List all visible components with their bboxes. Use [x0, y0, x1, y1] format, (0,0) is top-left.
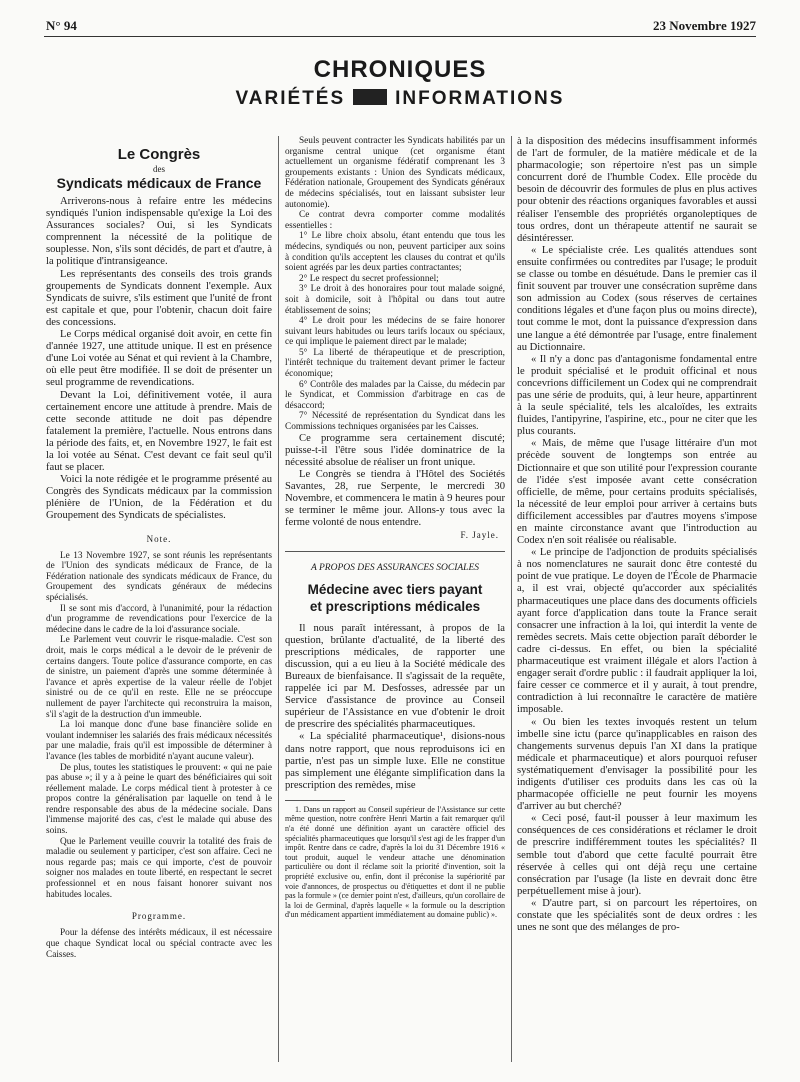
article-title: Le Congrès — [117, 146, 201, 163]
paragraph: « Le principe de l'adjonction de produits spécialisés à nos nomenclatures ne saurait donc être contesté du point de vue pratique. Le doyen de l'École de Pharmacie a, il est vrai, objecté qu'accorder aux spécialités pharmaceutiques une place dans des documents officiels ayant force d'application dans toute la France serait consacrer une infraction à la loi, qui interdit la vente de remèdes secrets. Mais cette objection paraît déborder le cadre ci-dessus. En effet, ou bien la spécialité pharmaceutique est vraiment illégale et alors l'action à engager serait d'ordre public : il faudrait appliquer la loi, faire cesser ce commerce et il y aurait, à tout prendre, contradiction à lui reconnaître le caractère de matière imposable. — [517, 547, 757, 716]
list-item: 5° La liberté de thérapeutique et de prescription, l'intérêt technique du traitement devant primer le facteur économique; — [285, 347, 505, 380]
paragraph: Voici la note rédigée et le programme présenté au Congrès des Syndicats médicaux par la commission plénière de l'Union, de la Fédération et du Groupement des Syndicats de spécialistes. — [46, 474, 272, 522]
paragraph: à la disposition des médecins insuffisamment informés de l'art de formuler, de la matière médicale et de la pharmacologie; son répertoire n'est pas un simple concurrent doré de l'humble Codex. Elle procède du besoin de découvrir des formules de plus en plus actives pour obtenir des réactions organiques favorables et aussi réaliser l'ensemble des propriétés organoleptiques de tous ordres, dont un thérapeute attentif ne saurait se désintéresser. — [517, 136, 757, 244]
paragraph: Le Parlement veut couvrir le risque-maladie. C'est son droit, mais le corps médical a le devoir de le prévenir de certains dangers. Toute police d'assurance comporte, en cas de sinistre, un paiement d'après une somme déterminée à l'avance et après expertise de la valeur réelle de l'objet sinistré ou de ce qu'il en reste. Elle ne se préoccupe nullement de payer l'architecte qui reconstruira la maison, s'il s'agit de la destruction d'un immeuble. — [46, 635, 272, 720]
list-item: 1° Le libre choix absolu, étant entendu que tous les médecins, syndiqués ou non, peuvent participer aux soins à condition qu'ils acceptent les clauses du contrat et qu'ils soient agréés par les deux parties contractantes; — [285, 231, 505, 274]
masthead-varietes: VARIÉTÉS — [235, 88, 346, 109]
list-item: 6° Contrôle des malades par la Caisse, du médecin par le Syndicat, et Commission d'arbitrage en cas de désaccord; — [285, 379, 505, 411]
list-item: 7° Nécessité de représentation du Syndicat dans les Commissions techniques organisées par les Caisses. — [285, 411, 505, 433]
column-divider — [511, 136, 512, 1062]
article-title-connector: des — [153, 164, 165, 174]
paragraph: « Le spécialiste crée. Les qualités attendues sont ensuite confirmées ou contredites par l'usage; le produit se classe ou tombe en désuétude. Dans le premier cas il finit souvent par trouver une consécration suprême dans son admission au Codex (sous réserves de certaines conditions légales et d'une façon plus ou moins directe), tout comme le mot, dont la puissance d'expression dans une langue a été démontrée par l'usage, entre finalement au Dictionnaire. — [517, 244, 757, 353]
paragraph: Devant la Loi, définitivement votée, il aura certainement encore une attitude à prendre. Mais de cette seconde attitude ne doit pas dépendre fatalement la première, l'actuelle. Nous entrons dans la période des faits, et, en Novembre 1927, le fait est la loi votée au Sénat. C'est devant ce fait seul qu'il faut se placer. — [46, 389, 272, 474]
issue-date: 23 Novembre 1927 — [652, 18, 756, 33]
paragraph: « Mais, de même que l'usage littéraire d'un mot précède souvent de longtemps son entrée au Dictionnaire et que son utilité pour l'expression courante de l'idée s'est imposée avant cette consécration officielle, de même, pour certains produits spécialisés, la nécessité de leur emploi pour arriver à certains buts difficilement accessibles par d'autres moyens s'impose en mainte circonstance avant que l'introduction au Codex n'en soit réalisée ou réalisable. — [517, 438, 757, 547]
article-title-line2: et prescriptions médicales — [309, 598, 481, 614]
list-item: 2° Le respect du secret professionnel; — [299, 273, 439, 284]
paragraph: « Ou bien les textes invoqués restent un telum imbelle sine ictu (parce qu'inapplicables en raison des changements survenus depuis l'an XI dans la pratique médicale et pharmaceutique) et alors pourquoi refuser systématiquement d'envisager la possibilité pour les indigents d'utiliser ces produits dans les cas où la pharmacopée officielle ne peut fournir les moyens d'arriver au but cherché? — [517, 716, 757, 813]
footnote-rule — [285, 800, 345, 801]
masthead-informations: INFORMATIONS — [395, 88, 565, 109]
article-title-line2: Syndicats médicaux de France — [56, 175, 262, 191]
paragraph: Il se sont mis d'accord, à l'unanimité, pour la rédaction d'un programme de revendications pour l'exercice de la médecine dans le cadre de la loi d'assurance sociale. — [46, 603, 272, 635]
signature: F. Jayle. — [460, 530, 499, 541]
paragraph: Le Congrès se tiendra à l'Hôtel des Sociétés Savantes, 28, rue Serpente, le mercredi 30 Novembre, et commencera le matin à 9 heures pour se terminer le même jour. Allons-y tous avec la ferme volonté de nous entendre. — [285, 468, 505, 529]
paragraph: Ce programme sera certainement discuté; puisse-t-il l'être sous l'idée dominatrice de la nécessité absolue de réaliser un front unique. — [285, 432, 505, 468]
article-title-line1: Médecine avec tiers payant — [307, 581, 483, 597]
list-item: 4° Le droit pour les médecins de se faire honorer suivant leurs habitudes ou leurs tarifs locaux ou spéciaux, ce qui implique le paiement direct par le malade; — [285, 316, 505, 348]
column-1 — [46, 136, 272, 960]
column-2 — [285, 136, 505, 920]
paragraph: Il nous paraît intéressant, à propos de la question, brûlante d'actualité, de la liberté des prescriptions médicales, de rapporter une discussion, qui a eu lieu à la Société médicale des Bureaux de bienfaisance. Il s'agissait de la requête, rappelée ici par M. Desfosses, adressée par un Service d'assistance de province au Conseil supérieur de l'Assistance en vue d'obtenir le droit de prescrire des spécialités pharmaceutiques. — [285, 622, 505, 731]
paragraph: Le 13 Novembre 1927, se sont réunis les représentants de l'Union des syndicats médicaux de France, de la Fédération nationale des syndicats médicaux de France, du Groupement des syndicats généraux de médecins spécialisés. — [46, 550, 272, 603]
paragraph: « D'autre part, si on parcourt les répertoires, on constate que les spécialités sont de deux ordres : les unes ne sont que des mélanges de pro- — [517, 897, 757, 934]
paragraph: « La spécialité pharmaceutique¹, disions-nous dans notre rapport, que nous reproduisons ici en partie, n'est pas un simple luxe. Elle ne constitue pas simplement une élégante simplification dans la prescription des remèdes, mise — [285, 731, 505, 791]
column-3 — [517, 136, 757, 934]
masthead-row — [0, 88, 800, 110]
paragraph: De plus, toutes les statistiques le prouvent: « qui ne paie pas abuse »; il y a à peine le quart des bénéficiaires qui soit réellement malade. Le corps médical tient à protester à ce propos contre la généralisation par laquelle on tend à le rendre responsable des abus de la médecine sociale. Dans l'immense majorité des cas, c'est le malade qui abuse des soins. — [46, 762, 272, 837]
programme-heading: Programme. — [131, 911, 187, 922]
paragraph: Arriverons-nous à refaire entre les médecins syndiqués l'union indispensable qu'exige la Loi des Assurances sociales? Oui, si les Syndicats comprennent la nécessité de la politique de souplesse. Non, s'ils sont décidés, de part et d'autre, à la politique d'intransigeance. — [46, 196, 272, 268]
issue-number: N° 94 — [46, 18, 77, 33]
masthead-chroniques: CHRONIQUES — [313, 56, 487, 83]
paragraph: Ce contrat devra comporter comme modalités essentielles : — [285, 210, 505, 231]
paragraph: Le Corps médical organisé doit avoir, en cette fin d'année 1927, une attitude unique. Il est en présence d'une Loi votée au Sénat et qui revient à la Chambre, où elle peut être modifiée. Il se doit de présenter un seul programme de revendications. — [46, 329, 272, 389]
note-heading: Note. — [146, 533, 172, 544]
section-rule — [285, 551, 505, 552]
paragraph: « Il n'y a donc pas d'antagonisme fondamental entre le produit spécialisé et le produit officinal et nous concevrions difficilement un Codex qui ne comprendrait pas une série de produits, qui, à leur heure, appartinrent à la seule spécialité, tels les alcaloïdes, les extraits fluides, l'antipyrine, l'aspirine, etc., pour ne citer que les plus courants. — [517, 353, 757, 438]
paragraph: Que le Parlement veuille couvrir la totalité des frais de maladie ou seulement y participer, c'est son affaire. Ceci ne nous regarde pas; mais ce qui importe, c'est de pouvoir soigner nos malades en toute liberté, en respectant le secret professionnel et en nous faisant honorer suivant nos habitudes locales. — [46, 836, 272, 900]
article-title — [285, 581, 505, 615]
emblem-icon — [353, 89, 387, 105]
header-rule — [44, 36, 756, 37]
paragraph: Pour la défense des intérêts médicaux, il est nécessaire que chaque Syndicat local ou spécial contracte avec les Caisses. — [46, 928, 272, 960]
paragraph: Les représentants des conseils des trois grands groupements de Syndicats donnent l'exemple. Aux Syndicats de suivre, s'ils estiment que l'unité de front est capitale et que, pour l'obtenir, chacun doit faire des concessions. — [46, 268, 272, 328]
paragraph: Seuls peuvent contracter les Syndicats habilités par un organisme central unique (cet organisme étant actuellement un organisme fédératif comprenant les 3 groupements existants : Union des Syndicats médicaux, Fédération nationale, Groupement des Syndicats généraux de médecins spécialisés, tout en laissant subsister leur autonomie). — [285, 136, 505, 210]
section-label: A PROPOS DES ASSURANCES SOCIALES — [311, 563, 479, 574]
column-divider — [278, 136, 279, 1062]
paragraph: La loi manque donc d'une base financière solide en voulant indemniser les salariés des frais médicaux nécessités par une maladie, frais qu'il est impossible de déterminer à l'avance (les tables de morbidité n'ayant aucune valeur). — [46, 720, 272, 762]
footnote: 1. Dans un rapport au Conseil supérieur de l'Assistance sur cette même question, notre confrère Henri Martin a fait remarquer qu'il n'a été donné une définition ayant un caractère officiel des spécialités pharmaceutiques que lorsqu'il s'est agi de les frapper d'un impôt. Rentre dans ce cadre, d'après la loi du 31 Décembre 1916 « tout produit, auquel le vendeur attache une dénomination particulière ou dont il réclame soit la priorité d'invention, soit la propriété exclusive ou, enfin, dont il préconise la supériorité par voie d'annonces, de prospectus ou d'étiquettes et dont il ne publie pas la formule » (ce dernier point n'est, d'ailleurs, qu'un corollaire de la loi de Germinal, d'après laquelle « la formule ou la description d'un médicament appartient immédiatement au domaine public) ». — [285, 804, 505, 920]
paragraph: « Ceci posé, faut-il pousser à leur maximum les conséquences de ces considérations et réclamer le droit de prescrire indifféremment toutes les spécialités? Il semble tout d'abord que cette faculté pourrait être réservée à celles qui ont déjà reçu une certaine consécration par l'usage (la liste en devrait donc être perpétuellement mise à jour). — [517, 813, 757, 897]
list-item: 3° Le droit à des honoraires pour tout malade soigné, soit à domicile, soit à l'hôpital ou dans tout autre établissement de soins; — [285, 284, 505, 316]
